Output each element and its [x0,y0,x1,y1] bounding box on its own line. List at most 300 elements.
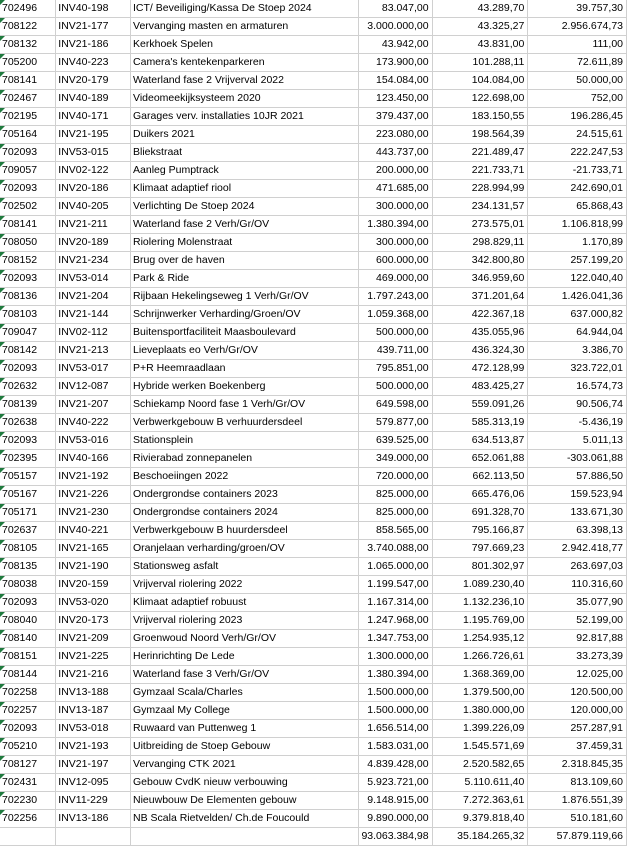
project-code-cell[interactable] [56,396,131,414]
remaining-cell[interactable] [528,162,627,180]
project-code-cell[interactable] [56,126,131,144]
remaining-cell[interactable] [528,72,627,90]
project-code-cell[interactable] [56,378,131,396]
cell-value: 1.583.031,00 [367,740,429,752]
description-cell[interactable] [131,612,359,630]
spent-cell[interactable] [432,234,528,252]
budget-cell[interactable] [359,522,432,540]
account-cell[interactable] [0,810,56,828]
remaining-cell[interactable] [528,90,627,108]
description-cell[interactable] [131,396,359,414]
description-cell[interactable] [131,72,359,90]
account-cell[interactable] [0,450,56,468]
account-cell[interactable] [0,414,56,432]
cell-value: 702093 [2,182,38,194]
budget-cell[interactable] [359,612,432,630]
remaining-cell[interactable] [528,756,627,774]
description-cell[interactable] [131,738,359,756]
spent-cell[interactable] [432,198,528,216]
spent-cell[interactable] [432,756,528,774]
cell-value: Klimaat adaptief robuust [133,596,247,608]
account-cell[interactable] [0,126,56,144]
project-code-cell[interactable] [56,504,131,522]
remaining-cell[interactable] [528,774,627,792]
budget-cell[interactable] [359,288,432,306]
budget-cell[interactable] [359,54,432,72]
description-cell[interactable] [131,90,359,108]
spent-cell[interactable] [432,738,528,756]
spent-cell[interactable] [432,594,528,612]
total-budget-cell[interactable] [359,828,432,846]
description-cell[interactable] [131,702,359,720]
budget-cell[interactable] [359,324,432,342]
budget-cell[interactable] [359,630,432,648]
error-indicator-icon [0,414,5,419]
spent-cell[interactable] [432,810,528,828]
account-cell[interactable] [0,648,56,666]
spent-cell[interactable] [432,0,528,18]
project-code-cell[interactable] [56,774,131,792]
description-cell[interactable] [131,666,359,684]
total-project-code-cell[interactable] [56,828,131,846]
cell-value: Vervanging CTK 2021 [133,758,236,770]
description-cell[interactable] [131,720,359,738]
account-cell[interactable] [0,54,56,72]
spent-cell[interactable] [432,504,528,522]
project-code-cell[interactable] [56,18,131,36]
account-cell[interactable] [0,522,56,540]
account-cell[interactable] [0,432,56,450]
budget-cell[interactable] [359,486,432,504]
description-cell[interactable] [131,504,359,522]
description-cell[interactable] [131,522,359,540]
project-code-cell[interactable] [56,306,131,324]
description-cell[interactable] [131,648,359,666]
description-cell[interactable] [131,18,359,36]
account-cell[interactable] [0,0,56,18]
account-cell[interactable] [0,468,56,486]
spent-cell[interactable] [432,360,528,378]
remaining-cell[interactable] [528,288,627,306]
spent-cell[interactable] [432,522,528,540]
project-code-cell[interactable] [56,252,131,270]
remaining-cell[interactable] [528,144,627,162]
project-code-cell[interactable] [56,414,131,432]
spent-cell[interactable] [432,108,528,126]
account-cell[interactable] [0,216,56,234]
description-cell[interactable] [131,540,359,558]
spent-cell[interactable] [432,144,528,162]
account-cell[interactable] [0,486,56,504]
description-cell[interactable] [131,486,359,504]
remaining-cell[interactable] [528,720,627,738]
account-cell[interactable] [0,576,56,594]
description-cell[interactable] [131,108,359,126]
description-cell[interactable] [131,270,359,288]
spent-cell[interactable] [432,396,528,414]
remaining-cell[interactable] [528,576,627,594]
budget-cell[interactable] [359,306,432,324]
project-code-cell[interactable] [56,36,131,54]
description-cell[interactable] [131,342,359,360]
description-cell[interactable] [131,378,359,396]
budget-cell[interactable] [359,162,432,180]
budget-cell[interactable] [359,144,432,162]
spent-cell[interactable] [432,54,528,72]
account-cell[interactable] [0,324,56,342]
total-account-cell[interactable] [0,828,56,846]
account-cell[interactable] [0,504,56,522]
remaining-cell[interactable] [528,216,627,234]
remaining-cell[interactable] [528,360,627,378]
budget-cell[interactable] [359,558,432,576]
spent-cell[interactable] [432,774,528,792]
cell-value: 101.288,11 [472,56,525,68]
remaining-cell[interactable] [528,18,627,36]
project-code-cell[interactable] [56,486,131,504]
remaining-cell[interactable] [528,450,627,468]
budget-cell[interactable] [359,432,432,450]
account-cell[interactable] [0,396,56,414]
total-description-cell[interactable] [131,828,359,846]
description-cell[interactable] [131,234,359,252]
spent-cell[interactable] [432,126,528,144]
spent-cell[interactable] [432,630,528,648]
description-cell[interactable] [131,54,359,72]
account-cell[interactable] [0,90,56,108]
spent-cell[interactable] [432,558,528,576]
spent-cell[interactable] [432,18,528,36]
spent-cell[interactable] [432,378,528,396]
project-code-cell[interactable] [56,144,131,162]
account-cell[interactable] [0,198,56,216]
account-cell[interactable] [0,666,56,684]
spent-cell[interactable] [432,270,528,288]
budget-cell[interactable] [359,702,432,720]
description-cell[interactable] [131,450,359,468]
account-cell[interactable] [0,612,56,630]
project-code-cell[interactable] [56,666,131,684]
budget-cell[interactable] [359,108,432,126]
spent-cell[interactable] [432,414,528,432]
remaining-cell[interactable] [528,558,627,576]
account-cell[interactable] [0,540,56,558]
total-spent-cell[interactable] [432,828,528,846]
account-cell[interactable] [0,108,56,126]
budget-cell[interactable] [359,738,432,756]
spent-cell[interactable] [432,666,528,684]
project-code-cell[interactable] [56,270,131,288]
remaining-cell[interactable] [528,684,627,702]
remaining-cell[interactable] [528,468,627,486]
remaining-cell[interactable] [528,342,627,360]
budget-cell[interactable] [359,720,432,738]
project-code-cell[interactable] [56,738,131,756]
remaining-cell[interactable] [528,630,627,648]
spent-cell[interactable] [432,648,528,666]
project-code-cell[interactable] [56,468,131,486]
budget-cell[interactable] [359,378,432,396]
remaining-cell[interactable] [528,270,627,288]
spent-cell[interactable] [432,306,528,324]
remaining-cell[interactable] [528,234,627,252]
remaining-cell[interactable] [528,432,627,450]
remaining-cell[interactable] [528,648,627,666]
remaining-cell[interactable] [528,54,627,72]
description-cell[interactable] [131,324,359,342]
description-cell[interactable] [131,126,359,144]
remaining-cell[interactable] [528,594,627,612]
remaining-cell[interactable] [528,252,627,270]
description-cell[interactable] [131,594,359,612]
spent-cell[interactable] [432,36,528,54]
project-code-cell[interactable] [56,72,131,90]
project-code-cell[interactable] [56,792,131,810]
description-cell[interactable] [131,576,359,594]
cell-value: Camera's kentekenparkeren [133,56,265,68]
project-code-cell[interactable] [56,90,131,108]
project-code-cell[interactable] [56,288,131,306]
account-cell[interactable] [0,72,56,90]
spent-cell[interactable] [432,288,528,306]
account-cell[interactable] [0,684,56,702]
project-code-cell[interactable] [56,198,131,216]
budget-cell[interactable] [359,252,432,270]
project-code-cell[interactable] [56,648,131,666]
budget-cell[interactable] [359,126,432,144]
budget-cell[interactable] [359,450,432,468]
remaining-cell[interactable] [528,702,627,720]
budget-cell[interactable] [359,666,432,684]
project-code-cell[interactable] [56,450,131,468]
project-code-cell[interactable] [56,216,131,234]
project-code-cell[interactable] [56,234,131,252]
account-cell[interactable] [0,144,56,162]
cell-value: Park & Ride [133,272,190,284]
project-code-cell[interactable] [56,630,131,648]
project-code-cell[interactable] [56,810,131,828]
project-code-cell[interactable] [56,180,131,198]
account-cell[interactable] [0,774,56,792]
remaining-cell[interactable] [528,324,627,342]
budget-cell[interactable] [359,468,432,486]
project-code-cell[interactable] [56,756,131,774]
description-cell[interactable] [131,774,359,792]
remaining-cell[interactable] [528,180,627,198]
spent-cell[interactable] [432,90,528,108]
spent-cell[interactable] [432,342,528,360]
cell-value: INV53-016 [58,434,109,446]
spent-cell[interactable] [432,684,528,702]
account-cell[interactable] [0,36,56,54]
account-cell[interactable] [0,234,56,252]
budget-cell[interactable] [359,234,432,252]
remaining-cell[interactable] [528,306,627,324]
budget-cell[interactable] [359,810,432,828]
spent-cell[interactable] [432,216,528,234]
description-cell[interactable] [131,216,359,234]
budget-cell[interactable] [359,396,432,414]
budget-cell[interactable] [359,684,432,702]
budget-cell[interactable] [359,270,432,288]
description-cell[interactable] [131,432,359,450]
cell-value: INV02-122 [58,164,109,176]
remaining-cell[interactable] [528,36,627,54]
description-cell[interactable] [131,630,359,648]
remaining-cell[interactable] [528,810,627,828]
description-cell[interactable] [131,756,359,774]
account-cell[interactable] [0,180,56,198]
account-cell[interactable] [0,306,56,324]
remaining-cell[interactable] [528,792,627,810]
spent-cell[interactable] [432,432,528,450]
project-code-cell[interactable] [56,324,131,342]
project-code-cell[interactable] [56,540,131,558]
project-code-cell[interactable] [56,342,131,360]
cell-value: 634.513,87 [471,434,525,446]
description-cell[interactable] [131,180,359,198]
remaining-cell[interactable] [528,612,627,630]
budget-cell[interactable] [359,36,432,54]
spent-cell[interactable] [432,72,528,90]
account-cell[interactable] [0,702,56,720]
project-code-cell[interactable] [56,558,131,576]
spent-cell[interactable] [432,468,528,486]
remaining-cell[interactable] [528,504,627,522]
remaining-cell[interactable] [528,522,627,540]
table-row [0,378,627,396]
budget-cell[interactable] [359,774,432,792]
account-cell[interactable] [0,162,56,180]
description-cell[interactable] [131,792,359,810]
project-code-cell[interactable] [56,612,131,630]
remaining-cell[interactable] [528,540,627,558]
remaining-cell[interactable] [528,198,627,216]
budget-cell[interactable] [359,414,432,432]
spent-cell[interactable] [432,720,528,738]
budget-cell[interactable] [359,342,432,360]
cell-value: 83.047,00 [381,2,429,14]
account-cell[interactable] [0,792,56,810]
budget-cell[interactable] [359,576,432,594]
project-code-cell[interactable] [56,594,131,612]
cell-value: 702093 [2,434,38,446]
total-remaining-cell[interactable] [528,828,627,846]
description-cell[interactable] [131,414,359,432]
project-code-cell[interactable] [56,162,131,180]
spent-cell[interactable] [432,792,528,810]
budget-cell[interactable] [359,504,432,522]
budget-cell[interactable] [359,198,432,216]
account-cell[interactable] [0,378,56,396]
remaining-cell[interactable] [528,738,627,756]
spent-cell[interactable] [432,540,528,558]
spent-cell[interactable] [432,576,528,594]
remaining-cell[interactable] [528,0,627,18]
spent-cell[interactable] [432,612,528,630]
description-cell[interactable] [131,36,359,54]
remaining-cell[interactable] [528,108,627,126]
budget-cell[interactable] [359,216,432,234]
account-cell[interactable] [0,558,56,576]
cell-value: INV40-171 [58,110,109,122]
description-cell[interactable] [131,684,359,702]
spent-cell[interactable] [432,486,528,504]
cell-value: 122.698,00 [471,92,525,104]
budget-cell[interactable] [359,18,432,36]
account-cell[interactable] [0,594,56,612]
account-cell[interactable] [0,630,56,648]
budget-cell[interactable] [359,792,432,810]
project-code-cell[interactable] [56,720,131,738]
spent-cell[interactable] [432,702,528,720]
account-cell[interactable] [0,18,56,36]
spent-cell[interactable] [432,324,528,342]
spent-cell[interactable] [432,162,528,180]
spent-cell[interactable] [432,450,528,468]
remaining-cell[interactable] [528,666,627,684]
account-cell[interactable] [0,738,56,756]
budget-cell[interactable] [359,90,432,108]
project-code-cell[interactable] [56,702,131,720]
project-code-cell[interactable] [56,432,131,450]
budget-cell[interactable] [359,594,432,612]
remaining-cell[interactable] [528,396,627,414]
account-cell[interactable] [0,720,56,738]
remaining-cell[interactable] [528,378,627,396]
description-cell[interactable] [131,252,359,270]
remaining-cell[interactable] [528,486,627,504]
account-cell[interactable] [0,360,56,378]
budget-cell[interactable] [359,72,432,90]
budget-cell[interactable] [359,180,432,198]
account-cell[interactable] [0,252,56,270]
project-code-cell[interactable] [56,54,131,72]
description-cell[interactable] [131,198,359,216]
project-code-cell[interactable] [56,360,131,378]
description-cell[interactable] [131,810,359,828]
project-code-cell[interactable] [56,108,131,126]
remaining-cell[interactable] [528,126,627,144]
project-code-cell[interactable] [56,684,131,702]
project-code-cell[interactable] [56,576,131,594]
budget-cell[interactable] [359,540,432,558]
budget-cell[interactable] [359,360,432,378]
description-cell[interactable] [131,0,359,18]
description-cell[interactable] [131,468,359,486]
description-cell[interactable] [131,144,359,162]
spent-cell[interactable] [432,180,528,198]
account-cell[interactable] [0,270,56,288]
description-cell[interactable] [131,558,359,576]
error-indicator-icon [0,324,5,329]
budget-cell[interactable] [359,648,432,666]
description-cell[interactable] [131,360,359,378]
account-cell[interactable] [0,342,56,360]
description-cell[interactable] [131,288,359,306]
budget-cell[interactable] [359,756,432,774]
description-cell[interactable] [131,162,359,180]
project-code-cell[interactable] [56,0,131,18]
description-cell[interactable] [131,306,359,324]
project-code-cell[interactable] [56,522,131,540]
error-indicator-icon [0,720,5,725]
account-cell[interactable] [0,288,56,306]
spent-cell[interactable] [432,252,528,270]
remaining-cell[interactable] [528,414,627,432]
account-cell[interactable] [0,756,56,774]
budget-cell[interactable] [359,0,432,18]
